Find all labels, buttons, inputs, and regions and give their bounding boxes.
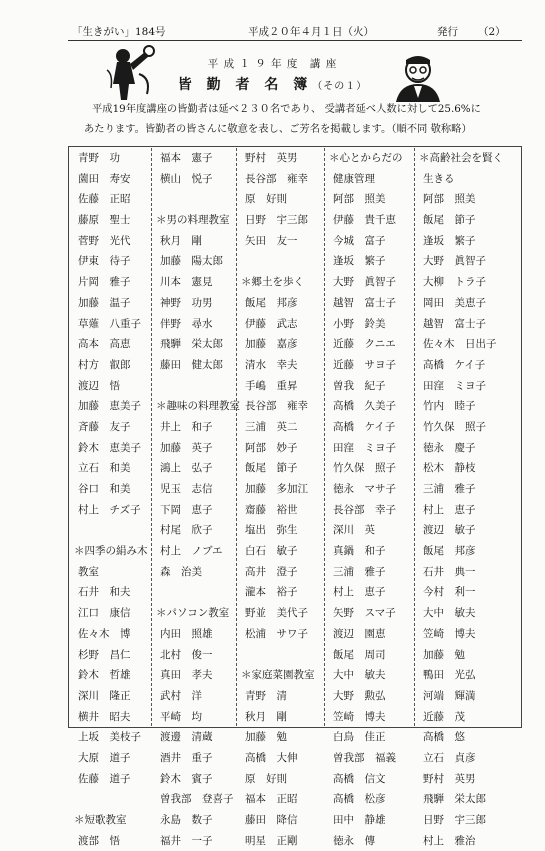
attendee-name: 三浦 雅子 (423, 483, 476, 495)
attendee-name: 永島 数子 (160, 814, 213, 826)
attendee-name: 教室 (78, 565, 99, 578)
header-rule (68, 40, 522, 41)
attendee-name: 石井 和夫 (78, 586, 131, 599)
attendee-name: 松木 静枝 (423, 462, 476, 475)
attendee-name: 北村 俊一 (160, 648, 213, 661)
course-heading: ＊男の料理教室 (156, 214, 230, 227)
attendee-name: 徳永 慶子 (423, 441, 476, 454)
attendee-name: 秋月 剛 (245, 710, 287, 723)
attendee-name: 原 好則 (245, 772, 287, 785)
attendee-name: 高橋 久美子 (333, 400, 396, 413)
attendee-name (70, 789, 151, 810)
attendee-name: 加藤 陽太郎 (160, 255, 223, 268)
attendee-name: 加藤 嘉彦 (245, 338, 298, 351)
attendee-name: 田窪 ミヨ子 (333, 441, 396, 454)
attendee-name: 渡辺 園恵 (333, 627, 386, 640)
roster-column-1 (70, 148, 152, 847)
page-number: （2） (478, 26, 506, 38)
attendee-name: 笠崎 博夫 (333, 710, 386, 723)
attendee-name: 高本 高恵 (78, 338, 131, 351)
attendee-name: 近藤 クニエ (333, 338, 396, 351)
attendee-name: 福井 一子 (160, 834, 213, 847)
attendee-name: 鴻上 弘子 (160, 462, 213, 475)
attendee-name: 平崎 均 (160, 710, 202, 723)
attendee-name: 高橋 悠 (423, 731, 465, 744)
course-heading: ＊短歌教室 (74, 814, 127, 826)
attendee-name: 片岡 雅子 (78, 276, 131, 289)
attendee-name: 長谷部 雍幸 (245, 400, 308, 413)
attendee-name: 塩出 弥生 (245, 524, 298, 537)
attendee-name: 横山 悦子 (160, 172, 213, 185)
publish-label: 発行 (437, 26, 458, 38)
attendee-name: 佐藤 道子 (78, 772, 131, 785)
attendee-name: 明星 正剛 (245, 834, 298, 847)
attendee-name: 三浦 英二 (245, 420, 298, 433)
attendee-name: 徳永 傳 (333, 834, 375, 847)
attendee-name: 清水 幸夫 (245, 358, 298, 371)
roster-column-4 (325, 148, 415, 847)
attendee-name: 江口 康信 (78, 607, 131, 620)
attendee-name: 齋藤 裕世 (245, 503, 298, 516)
attendee-name: 鈴木 哲雄 (78, 669, 131, 682)
roster-column-2 (152, 148, 240, 847)
attendee-name: 三浦 雅子 (333, 565, 386, 578)
attendee-name: 阿部 照美 (423, 193, 476, 206)
attendee-name: 村上 チズ子 (78, 503, 141, 516)
roster-column-5 (415, 148, 521, 847)
course-heading: ＊郷土を歩く (241, 276, 304, 289)
attendee-name: 逢坂 繁子 (423, 234, 476, 247)
course-heading: ＊四季の絹み木 (74, 545, 148, 558)
attendee-name: 佐藤 正昭 (78, 193, 131, 206)
course-heading: ＊家庭菜園教室 (241, 669, 315, 682)
attendee-name: 矢野 スマ子 (333, 607, 396, 620)
issue-date: 平成２０年４月１日（火） (248, 26, 374, 38)
attendee-name: 森 治美 (160, 565, 202, 578)
attendee-name: 福本 正昭 (245, 793, 298, 806)
attendee-name: 酒井 重子 (160, 751, 213, 764)
attendee-name: 青野 清 (245, 689, 287, 702)
attendee-name: 原 好則 (245, 193, 287, 206)
attendee-name (70, 520, 151, 541)
attendee-name: 井上 和子 (160, 420, 213, 433)
attendee-name: 河端 輝満 (423, 689, 476, 702)
attendee-name: 近藤 茂 (423, 710, 465, 723)
attendee-name: 加藤 温子 (78, 296, 131, 309)
attendee-name (152, 582, 236, 603)
page-header (0, 24, 545, 40)
attendee-name: 矢田 友一 (245, 234, 298, 247)
attendee-name: 真田 孝夫 (160, 669, 213, 682)
attendee-name: 高橋 松彦 (333, 793, 386, 806)
attendee-name: 村上 恵子 (423, 503, 476, 516)
attendee-name: 村上 ノブエ (160, 545, 223, 558)
attendee-name: 越智 富士子 (333, 296, 396, 309)
attendee-name: 瀧本 裕子 (245, 586, 298, 599)
attendee-name: 渡部 悟 (78, 834, 120, 847)
attendee-name: 武村 洋 (160, 689, 202, 702)
attendee-name (237, 645, 324, 666)
attendee-name: 加藤 勉 (245, 731, 287, 744)
attendee-name: 伊藤 武志 (245, 317, 298, 330)
attendee-name: 竹久保 照子 (423, 420, 486, 433)
attendee-name: 曽我部 登喜子 (160, 793, 234, 806)
attendee-name: 大中 敏夫 (333, 669, 386, 682)
attendee-name: 藤田 降信 (245, 814, 298, 826)
attendee-name: 石井 典一 (423, 565, 476, 578)
attendee-name: 飯尾 節子 (423, 214, 476, 227)
course-heading: ＊高齢社会を賢く (419, 152, 503, 164)
attendee-name: 鈴木 恵美子 (78, 441, 141, 454)
attendee-name: 白石 敏子 (245, 545, 298, 558)
attendee-name: 手嶋 重昇 (245, 379, 298, 392)
attendee-name: 田窪 ミヨ子 (423, 379, 486, 392)
attendee-name: 加藤 多加江 (245, 483, 308, 495)
attendee-name: 飯尾 周司 (333, 648, 386, 661)
attendee-name: 藤田 健太郎 (160, 358, 223, 371)
attendee-name: 高橋 信文 (333, 772, 386, 785)
attendee-name: 草薙 八重子 (78, 317, 141, 330)
attendee-name: 伊東 待子 (78, 255, 131, 268)
attendee-name: 大野 勲弘 (333, 689, 386, 702)
heading-subtitle: 平 成 １ ９ 年 度 講 座 (207, 58, 338, 70)
attendee-name: 逢坂 繁子 (333, 255, 386, 268)
attendee-name: 今村 利一 (423, 586, 476, 599)
attendee-name: 大野 眞智子 (423, 255, 486, 268)
attendee-name: 大中 敏夫 (423, 607, 476, 620)
attendee-name (152, 189, 236, 210)
attendee-name: 高橋 ケイ子 (423, 358, 486, 371)
intro-line-1: 平成19年度講座の皆勤者は延べ２３０名であり、 受講者延べ人数に対して25.6%に (92, 103, 481, 115)
attendee-name: 渡辺 敏子 (423, 524, 476, 537)
attendee-name: 大野 眞智子 (333, 276, 396, 289)
attendee-name: 高井 澄子 (245, 565, 298, 578)
attendee-name: 内田 照雄 (160, 627, 213, 640)
attendee-name: 今城 富子 (333, 234, 386, 247)
attendee-name (237, 251, 324, 272)
attendee-name: 曽我部 福義 (333, 751, 396, 764)
attendee-name: 村上 雅治 (423, 834, 476, 847)
attendee-name: 日野 宇三郎 (245, 214, 308, 227)
page-title (0, 74, 545, 94)
title-main: 皆 勤 者 名 簿 (177, 77, 313, 93)
attendee-name: 深川 隆正 (78, 689, 131, 702)
attendee-name: 村方 叡郎 (78, 358, 131, 371)
course-heading: ＊心とからだの (329, 152, 403, 164)
attendee-name: 横井 昭夫 (78, 710, 131, 723)
attendee-name: 秋月 剛 (160, 234, 202, 247)
attendee-name: 下岡 恵子 (160, 503, 213, 516)
attendee-name: 越智 富士子 (423, 317, 486, 330)
attendee-name: 飯尾 邦彦 (245, 296, 298, 309)
attendee-name: 上坂 美枝子 (78, 731, 141, 744)
intro-text (84, 99, 524, 139)
attendee-name: 鴨田 光弘 (423, 669, 476, 682)
attendee-name: 伴野 尋水 (160, 317, 213, 330)
attendee-name: 神野 功男 (160, 296, 213, 309)
attendee-name: 野村 英男 (245, 152, 298, 164)
attendee-name: 阿部 照美 (333, 193, 386, 206)
attendee-name: 健康管理 (333, 172, 375, 185)
attendee-name: 村尾 欣子 (160, 524, 213, 537)
attendee-name: 谷口 和美 (78, 483, 131, 495)
attendee-name: 加藤 英子 (160, 441, 213, 454)
attendee-name: 小野 鈴美 (333, 317, 386, 330)
attendee-name: 松浦 サワ子 (245, 627, 308, 640)
attendee-name: 渡辺 悟 (78, 379, 120, 392)
attendee-name: 近藤 サヨ子 (333, 358, 396, 371)
attendee-name: 高橋 ケイ子 (333, 420, 396, 433)
attendee-name: 佐々木 博 (78, 627, 131, 640)
attendee-name: 村上 恵子 (333, 586, 386, 599)
newsletter-title: 「生きがい」184号 (72, 26, 166, 38)
attendee-name: 笠崎 博夫 (423, 627, 476, 640)
attendee-name: 飯尾 邦彦 (423, 545, 476, 558)
attendee-name: 伊藤 貴千恵 (333, 214, 396, 227)
attendee-name: 児玉 志信 (160, 483, 213, 495)
attendee-name: 佐々木 日出子 (423, 338, 497, 351)
attendee-name: 大柳 トラ子 (423, 276, 486, 289)
attendee-name: 飯尾 節子 (245, 462, 298, 475)
title-sub: （その１） (312, 81, 368, 92)
attendee-name: 野村 英男 (423, 772, 476, 785)
attendee-name: 真鍋 和子 (333, 545, 386, 558)
attendee-name: 川本 憲見 (160, 276, 213, 289)
course-heading: ＊趣味の料理教室 (156, 400, 240, 413)
attendee-name: 高橋 大伸 (245, 751, 298, 764)
attendee-name: 斉藤 友子 (78, 420, 131, 433)
attendee-name: 岡田 美恵子 (423, 296, 486, 309)
attendee-name: 菅野 光代 (78, 234, 131, 247)
attendee-name: 福本 憲子 (160, 152, 213, 164)
attendee-name: 鈴木 賓子 (160, 772, 213, 785)
attendee-name: 長谷部 幸子 (333, 503, 396, 516)
attendee-name: 渡邊 清蔵 (160, 731, 213, 744)
attendee-name: 飛騨 栄太郎 (423, 793, 486, 806)
attendee-name: 大原 道子 (78, 751, 131, 764)
attendee-name: 曽我 紀子 (333, 379, 386, 392)
attendee-name: 徳永 マサ子 (333, 483, 396, 495)
attendee-name: 長谷部 雍幸 (245, 172, 308, 185)
attendee-name: 竹久保 照子 (333, 462, 396, 475)
roster-column-3 (237, 148, 325, 847)
attendee-name: 加藤 勉 (423, 648, 465, 661)
attendee-name: 飛騨 栄太郎 (160, 338, 223, 351)
attendee-name: 加藤 恵美子 (78, 400, 141, 413)
attendee-name: 深川 英 (333, 524, 375, 537)
attendee-name: 日野 宇三郎 (423, 814, 486, 826)
attendee-name: 杉野 昌仁 (78, 648, 131, 661)
attendee-name: 立石 貞彦 (423, 751, 476, 764)
attendee-name (152, 376, 236, 397)
attendee-name: 薗田 寿安 (78, 172, 131, 185)
attendee-name: 立石 和美 (78, 462, 131, 475)
course-heading: ＊パソコン教室 (156, 607, 230, 620)
attendee-name: 阿部 妙子 (245, 441, 298, 454)
attendee-name: 田中 静雄 (333, 814, 386, 826)
intro-line-2: あたります。皆勤者の皆さんに敬意を表し、ご芳名を掲載します。（順不同 敬称略） (84, 123, 472, 135)
attendee-name: 藤原 聖士 (78, 214, 131, 227)
attendee-name: 野並 美代子 (245, 607, 308, 620)
attendee-name: 青野 功 (78, 152, 120, 164)
attendee-name: 竹内 睦子 (423, 400, 476, 413)
elderly-couple-illustration (388, 54, 446, 104)
attendee-name: 白鳥 佳正 (333, 731, 386, 744)
attendee-name: 生きる (423, 172, 455, 185)
